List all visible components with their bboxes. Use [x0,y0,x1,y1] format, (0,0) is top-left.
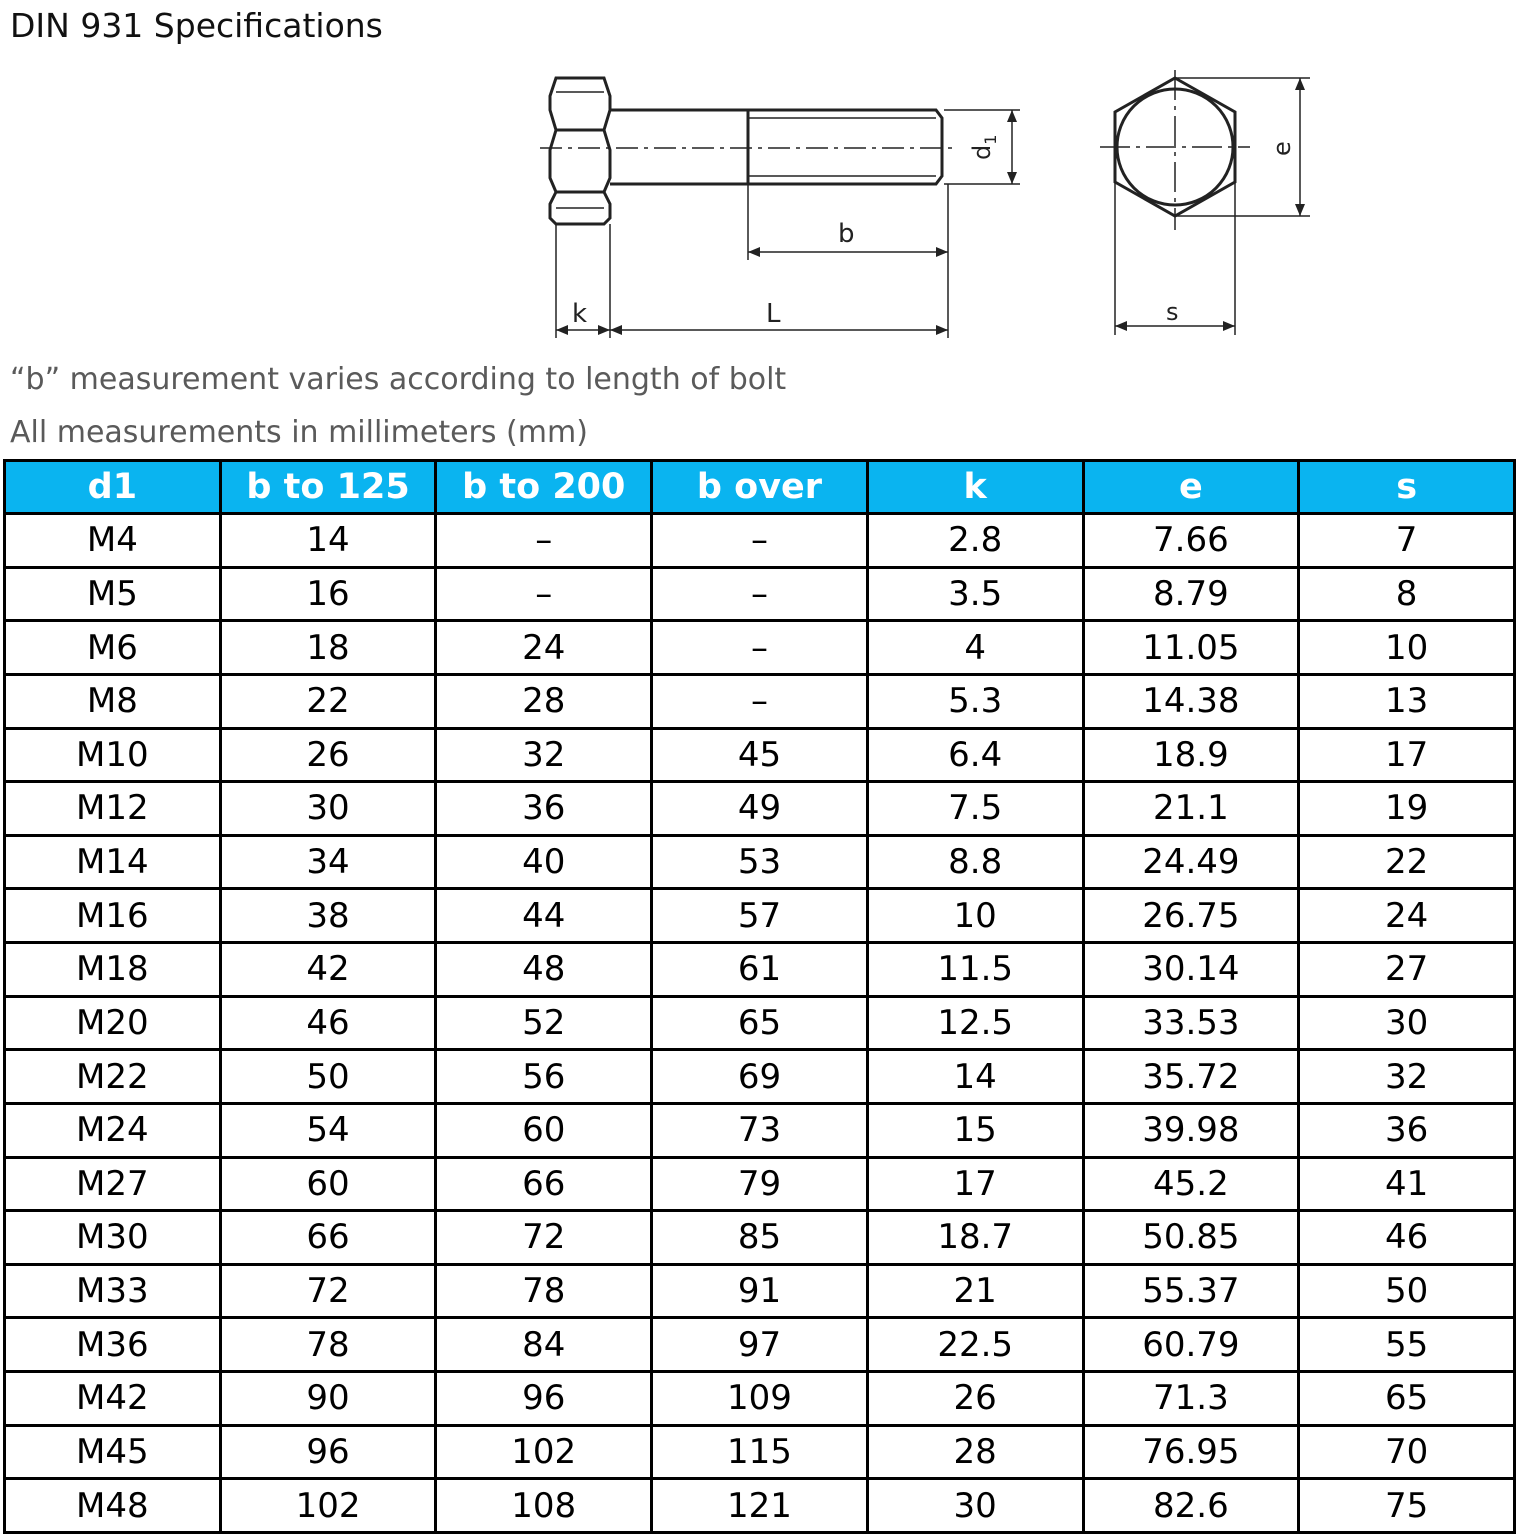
table-row [5,996,1515,1050]
b-measurement-note: “b” measurement varies according to length of bolt [10,362,787,397]
cell-d1: M24 [5,1103,221,1157]
cell-d1: M5 [5,567,221,621]
table-row [5,835,1515,889]
cell-b-over: 115 [652,1425,868,1479]
cell-b-to-125: 102 [220,1479,436,1533]
cell-b-to-200: 52 [436,996,652,1050]
cell-e: 11.05 [1083,621,1299,675]
cell-b-to-200: 32 [436,728,652,782]
cell-e: 8.79 [1083,567,1299,621]
cell-b-to-200: 72 [436,1211,652,1265]
label-d1: $d_1$ [968,134,1000,160]
cell-b-over: 45 [652,728,868,782]
cell-b-over: 73 [652,1103,868,1157]
cell-d1: M18 [5,943,221,997]
cell-d1: M12 [5,782,221,836]
cell-b-over: 57 [652,889,868,943]
bolt-shank [610,110,942,184]
cell-d1: M42 [5,1372,221,1426]
cell-b-to-125: 72 [220,1264,436,1318]
cell-s: 70 [1299,1425,1515,1479]
cell-s: 65 [1299,1372,1515,1426]
cell-s: 30 [1299,996,1515,1050]
cell-b-to-200: 36 [436,782,652,836]
cell-b-to-125: 50 [220,1050,436,1104]
cell-b-to-125: 38 [220,889,436,943]
table-row [5,1050,1515,1104]
header-b-over: b over [652,461,868,514]
cell-s: 46 [1299,1211,1515,1265]
cell-s: 32 [1299,1050,1515,1104]
header-k: k [867,461,1083,514]
cell-b-to-200: – [436,514,652,568]
cell-b-to-125: 34 [220,835,436,889]
cell-k: 21 [867,1264,1083,1318]
cell-s: 10 [1299,621,1515,675]
cell-d1: M8 [5,674,221,728]
label-b: b [838,219,855,249]
cell-b-to-125: 18 [220,621,436,675]
table-row [5,1264,1515,1318]
cell-k: 18.7 [867,1211,1083,1265]
cell-b-over: 53 [652,835,868,889]
header-b-to-200: b to 200 [436,461,652,514]
cell-b-over: – [652,674,868,728]
cell-k: 15 [867,1103,1083,1157]
cell-d1: M6 [5,621,221,675]
cell-e: 7.66 [1083,514,1299,568]
cell-e: 24.49 [1083,835,1299,889]
table-row [5,1372,1515,1426]
cell-e: 39.98 [1083,1103,1299,1157]
cell-b-over: 65 [652,996,868,1050]
cell-e: 18.9 [1083,728,1299,782]
cell-k: 7.5 [867,782,1083,836]
cell-k: 10 [867,889,1083,943]
header-row [5,461,1515,514]
cell-k: 28 [867,1425,1083,1479]
cell-s: 27 [1299,943,1515,997]
bolt-dimension-diagram [520,60,1340,350]
header-d1: d1 [5,461,221,514]
cell-b-over: 49 [652,782,868,836]
cell-k: 5.3 [867,674,1083,728]
cell-e: 30.14 [1083,943,1299,997]
cell-d1: M45 [5,1425,221,1479]
cell-s: 8 [1299,567,1515,621]
cell-b-to-200: 96 [436,1372,652,1426]
cell-e: 76.95 [1083,1425,1299,1479]
cell-e: 35.72 [1083,1050,1299,1104]
bolt-head-end-view [1100,70,1250,230]
label-k: k [572,299,588,329]
cell-b-to-200: 66 [436,1157,652,1211]
table-row [5,943,1515,997]
table-row [5,1157,1515,1211]
cell-d1: M30 [5,1211,221,1265]
cell-d1: M33 [5,1264,221,1318]
cell-b-to-200: – [436,567,652,621]
cell-b-to-200: 108 [436,1479,652,1533]
table-row [5,889,1515,943]
cell-s: 17 [1299,728,1515,782]
cell-d1: M36 [5,1318,221,1372]
header-b-to-125: b to 125 [220,461,436,514]
cell-d1: M14 [5,835,221,889]
cell-b-to-125: 26 [220,728,436,782]
cell-k: 14 [867,1050,1083,1104]
cell-e: 26.75 [1083,889,1299,943]
cell-k: 26 [867,1372,1083,1426]
cell-d1: M27 [5,1157,221,1211]
table-row [5,674,1515,728]
cell-b-over: 109 [652,1372,868,1426]
cell-s: 55 [1299,1318,1515,1372]
cell-b-over: – [652,621,868,675]
cell-b-to-200: 28 [436,674,652,728]
cell-b-over: 79 [652,1157,868,1211]
cell-k: 22.5 [867,1318,1083,1372]
cell-b-to-200: 24 [436,621,652,675]
table-body [5,514,1515,1533]
cell-b-to-125: 46 [220,996,436,1050]
cell-k: 2.8 [867,514,1083,568]
cell-s: 36 [1299,1103,1515,1157]
cell-b-over: 69 [652,1050,868,1104]
cell-s: 50 [1299,1264,1515,1318]
cell-b-to-125: 96 [220,1425,436,1479]
cell-e: 60.79 [1083,1318,1299,1372]
table-row [5,621,1515,675]
table-row [5,1103,1515,1157]
cell-b-over: – [652,514,868,568]
table-row [5,514,1515,568]
cell-k: 8.8 [867,835,1083,889]
cell-d1: M20 [5,996,221,1050]
cell-s: 22 [1299,835,1515,889]
cell-e: 21.1 [1083,782,1299,836]
header-s: s [1299,461,1515,514]
bolt-head-side-view [550,78,610,224]
cell-e: 55.37 [1083,1264,1299,1318]
cell-b-to-125: 14 [220,514,436,568]
cell-k: 11.5 [867,943,1083,997]
table-header [5,461,1515,514]
specifications-table [3,459,1516,1534]
cell-b-over: 61 [652,943,868,997]
cell-s: 7 [1299,514,1515,568]
page-title: DIN 931 Specifications [10,6,383,45]
cell-b-to-125: 60 [220,1157,436,1211]
cell-b-over: 121 [652,1479,868,1533]
table-row [5,728,1515,782]
cell-k: 30 [867,1479,1083,1533]
cell-b-to-125: 16 [220,567,436,621]
cell-e: 14.38 [1083,674,1299,728]
cell-b-to-125: 66 [220,1211,436,1265]
cell-b-to-200: 84 [436,1318,652,1372]
cell-b-over: 85 [652,1211,868,1265]
cell-b-to-125: 90 [220,1372,436,1426]
table-row [5,1318,1515,1372]
header-e: e [1083,461,1299,514]
cell-b-to-125: 30 [220,782,436,836]
cell-s: 75 [1299,1479,1515,1533]
cell-d1: M4 [5,514,221,568]
cell-d1: M16 [5,889,221,943]
label-L: L [766,299,781,329]
cell-e: 50.85 [1083,1211,1299,1265]
cell-s: 41 [1299,1157,1515,1211]
cell-b-to-200: 56 [436,1050,652,1104]
cell-e: 45.2 [1083,1157,1299,1211]
cell-b-to-200: 78 [436,1264,652,1318]
cell-k: 12.5 [867,996,1083,1050]
cell-b-to-125: 22 [220,674,436,728]
cell-b-to-200: 102 [436,1425,652,1479]
cell-e: 71.3 [1083,1372,1299,1426]
label-s: s [1166,298,1179,326]
cell-k: 6.4 [867,728,1083,782]
cell-d1: M48 [5,1479,221,1533]
cell-d1: M22 [5,1050,221,1104]
cell-e: 33.53 [1083,996,1299,1050]
cell-e: 82.6 [1083,1479,1299,1533]
cell-b-to-200: 48 [436,943,652,997]
cell-d1: M10 [5,728,221,782]
cell-s: 13 [1299,674,1515,728]
table-row [5,1425,1515,1479]
cell-b-over: 91 [652,1264,868,1318]
cell-b-to-200: 60 [436,1103,652,1157]
cell-s: 24 [1299,889,1515,943]
units-note: All measurements in millimeters (mm) [10,415,588,450]
cell-k: 4 [867,621,1083,675]
cell-b-to-200: 44 [436,889,652,943]
table-row [5,567,1515,621]
cell-k: 17 [867,1157,1083,1211]
table-row [5,1211,1515,1265]
cell-b-over: 97 [652,1318,868,1372]
cell-b-to-200: 40 [436,835,652,889]
table-row [5,782,1515,836]
cell-b-to-125: 54 [220,1103,436,1157]
cell-s: 19 [1299,782,1515,836]
cell-b-to-125: 78 [220,1318,436,1372]
label-e: e [1268,141,1296,156]
cell-b-to-125: 42 [220,943,436,997]
table-row [5,1479,1515,1533]
cell-b-over: – [652,567,868,621]
cell-k: 3.5 [867,567,1083,621]
